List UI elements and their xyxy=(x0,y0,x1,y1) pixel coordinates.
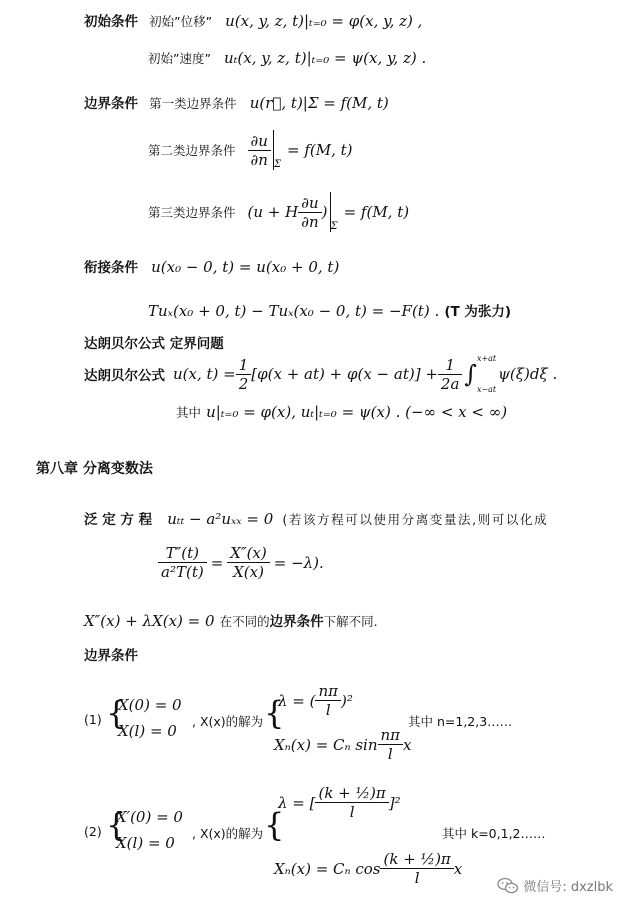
rhs-third-kind: = f(M, t) xyxy=(343,203,410,221)
solution-prefix: Xₙ(x) = Cₙ cos xyxy=(274,859,381,878)
wechat-icon xyxy=(497,877,519,895)
dalembert-heading xyxy=(84,332,224,352)
tension-line xyxy=(148,300,511,320)
eq-initial-displacement: u(x, y, z, t)|ₜ₌₀ = φ(x, y, z) , xyxy=(225,12,423,30)
case-2-where: 其中 k=0,1,2…… xyxy=(442,826,546,841)
solution-suffix: x xyxy=(403,735,412,754)
case-1-lambda xyxy=(278,682,353,719)
numerator: ∂u xyxy=(298,194,321,213)
solution-suffix: x xyxy=(453,859,463,878)
desc-third-kind: 第三类边界条件 xyxy=(148,205,236,220)
ode-bold: 边界条件 xyxy=(269,614,324,630)
dalembert-conditions-line xyxy=(176,402,507,421)
fraction-du-dn xyxy=(248,132,271,169)
eq-junction: u(x₀ − 0, t) = u(x₀ + 0, t) xyxy=(151,258,340,276)
left-brace: { xyxy=(106,694,127,732)
case-2-cond-2: X(l) = 0 xyxy=(116,834,175,852)
desc-initial-velocity: 初始”速度” xyxy=(148,51,211,66)
label-boundary-conditions-2: 边界条件 xyxy=(84,648,138,664)
lambda-prefix: λ = ( xyxy=(278,691,316,710)
label-dalembert-formula: 达朗贝尔公式 xyxy=(84,368,165,384)
boundary-third-line xyxy=(148,192,409,232)
upper-limit: x+at xyxy=(476,354,497,363)
case-1-mid: , X(x)的解为 xyxy=(192,714,264,729)
denominator: X(x) xyxy=(233,563,264,581)
solution-fraction xyxy=(380,850,453,887)
equals-sign: = xyxy=(210,553,224,572)
sigma-subscript: Σ xyxy=(330,221,338,232)
denominator: ∂n xyxy=(250,150,268,169)
eq-ode: X″(x) + λX(x) = 0 xyxy=(84,612,215,630)
integral-sign: ∫ xyxy=(464,360,477,388)
denominator: ∂n xyxy=(301,212,319,231)
left-brace: { xyxy=(264,694,285,732)
fraction-one-over-2a xyxy=(438,356,463,393)
third-kind-prefix: (u + H xyxy=(247,203,299,221)
denominator: 2a xyxy=(440,374,460,393)
solution-fraction xyxy=(378,726,404,763)
label-dalembert-definite: 达朗贝尔公式 定界问题 xyxy=(84,336,224,352)
separation-line xyxy=(158,544,324,581)
lambda-suffix: )² xyxy=(341,691,353,710)
third-kind-close: ) xyxy=(321,203,328,221)
boundary-second-line xyxy=(148,130,353,170)
case-2-index: (2) xyxy=(84,824,102,839)
lower-limit: x−at xyxy=(476,385,497,394)
case-2-cond-1: X′(0) = 0 xyxy=(116,808,183,826)
eq-dalembert-conditions: u|ₜ₌₀ = φ(x), uₜ|ₜ₌₀ = ψ(x) . (−∞ < x < ∞) xyxy=(206,403,508,421)
numerator: T″(t) xyxy=(158,544,207,563)
boundary-heading-2 xyxy=(84,644,138,664)
separation-rhs: = −λ). xyxy=(273,553,324,572)
denominator: a²T(t) xyxy=(161,563,204,581)
denominator: l xyxy=(325,701,331,719)
numerator: ∂u xyxy=(248,132,271,151)
case-2-lambda xyxy=(278,784,401,821)
numerator: nπ xyxy=(378,726,404,745)
label-initial-conditions: 初始条件 xyxy=(84,14,138,30)
case-1-cond-2: X(l) = 0 xyxy=(118,722,177,740)
denominator: 2 xyxy=(238,374,249,393)
case-1-solution xyxy=(274,726,412,763)
case-2-solution xyxy=(274,850,462,887)
label-governing-equation: 泛 定 方 程 xyxy=(84,512,153,528)
junction-line xyxy=(84,256,339,276)
boundary-first-line xyxy=(84,92,389,112)
denominator: l xyxy=(414,869,420,887)
desc-initial-displacement: 初始”位移” xyxy=(149,14,213,29)
watermark-text: 微信号: dxzlbk xyxy=(523,880,613,895)
eq-first-kind: u(r⃗, t)|Σ = f(M, t) xyxy=(249,94,389,112)
fraction-X xyxy=(227,544,269,581)
chapter-title: 第八章 分离变数法 xyxy=(36,461,153,477)
case-1-index: (1) xyxy=(84,712,102,727)
eq-tension: Tuₓ(x₀ + 0, t) − Tuₓ(x₀ − 0, t) = −F(t) . xyxy=(148,302,440,320)
left-brace: { xyxy=(106,806,127,844)
dalembert-formula-line xyxy=(84,354,557,394)
solution-prefix: Xₙ(x) = Cₙ sin xyxy=(274,735,378,754)
sigma-subscript: Σ xyxy=(273,159,282,170)
fraction-one-half xyxy=(236,356,252,393)
numerator: 1 xyxy=(438,356,463,375)
pde-explanation: (若该方程可以使用分离变量法,则可以化成 xyxy=(282,512,549,527)
ode-line xyxy=(84,610,378,630)
desc-second-kind: 第二类边界条件 xyxy=(148,143,236,158)
dalembert-integrand: ψ(ξ)dξ . xyxy=(498,365,558,383)
lambda-fraction xyxy=(315,784,388,821)
rhs-second-kind: = f(M, t) xyxy=(287,141,353,159)
chapter-heading xyxy=(36,458,153,478)
desc-first-kind: 第一类边界条件 xyxy=(149,96,237,111)
label-boundary-conditions: 边界条件 xyxy=(84,96,138,112)
fraction-T xyxy=(158,544,207,581)
numerator: (k + ½)π xyxy=(315,784,388,803)
dalembert-middle: [φ(x + at) + φ(x − at)] + xyxy=(251,365,438,383)
fraction-du-dn-third xyxy=(298,194,321,231)
tension-note: (T 为张力) xyxy=(444,304,512,320)
denominator: l xyxy=(387,745,393,763)
lambda-suffix: ]² xyxy=(388,793,401,812)
case-2-mid: , X(x)的解为 xyxy=(192,826,264,841)
pde-line xyxy=(84,508,548,528)
numerator: X″(x) xyxy=(227,544,269,563)
lambda-prefix: λ = [ xyxy=(278,793,316,812)
where-prefix: 其中 xyxy=(176,405,202,420)
ode-text-1: 在不同的 xyxy=(219,614,270,629)
case-1-cond-1: X(0) = 0 xyxy=(118,696,182,714)
watermark xyxy=(497,876,613,895)
label-junction-conditions: 衔接条件 xyxy=(84,260,138,276)
numerator: nπ xyxy=(315,682,341,701)
integral-limits xyxy=(477,354,496,394)
case-1-where: 其中 n=1,2,3…… xyxy=(408,714,513,729)
eq-initial-velocity: uₜ(x, y, z, t)|ₜ₌₀ = ψ(x, y, z) . xyxy=(224,49,427,67)
dalembert-lhs: u(x, t) = xyxy=(173,365,236,383)
numerator: 1 xyxy=(236,356,252,375)
denominator: l xyxy=(349,803,355,821)
lambda-fraction xyxy=(315,682,341,719)
left-brace: { xyxy=(264,806,285,844)
eq-wave: uₜₜ − a²uₓₓ = 0 xyxy=(167,510,274,528)
initial-velocity-line xyxy=(148,48,426,67)
initial-displacement-line xyxy=(84,10,422,30)
numerator: (k + ½)π xyxy=(380,850,453,869)
ode-text-2: 下解不同. xyxy=(323,614,378,629)
